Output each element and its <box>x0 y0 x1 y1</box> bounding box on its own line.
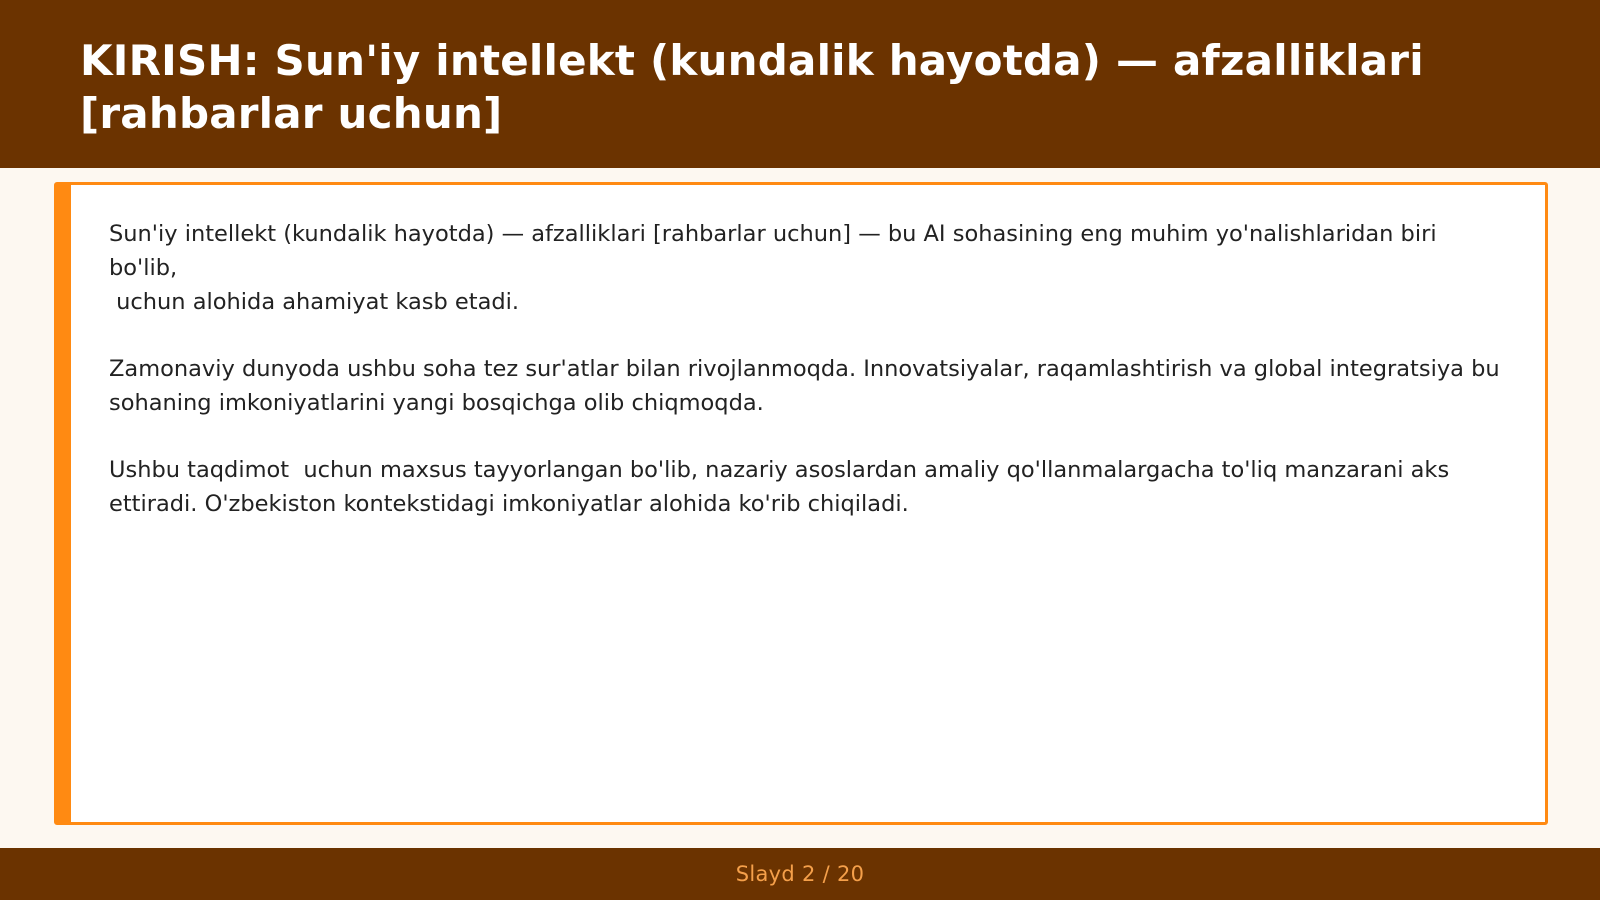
slide-title-line-1: KIRISH: Sun'iy intellekt (kundalik hayotda) — afzalliklari <box>80 36 1424 85</box>
intro-paragraph-3: Ushbu taqdimot uchun maxsus tayyorlangan bo'lib, nazariy asoslardan amaliy qo'llanmalargacha to'liq manzarani aks ettiradi. O'zbekiston kontekstidagi imkoniyatlar alohida ko'rib chiqiladi. <box>109 457 1450 517</box>
slide-header <box>0 0 1600 168</box>
slide-footer <box>0 848 1600 900</box>
intro-paragraph-1: Sun'iy intellekt (kundalik hayotda) — afzalliklari [rahbarlar uchun] — bu AI sohasining eng muhim yo'nalishlaridan biri bo'lib, uchun alohida ahamiyat kasb etadi. <box>109 221 1437 315</box>
intro-paragraph-2: Zamonaviy dunyoda ushbu soha tez sur'atlar bilan rivojlanmoqda. Innovatsiyalar, raqamlashtirish va global integratsiya bu sohaning imkoniyatlarini yangi bosqichga olib chiqmoqda. <box>109 356 1500 416</box>
slide-title-line-2: [rahbarlar uchun] <box>80 89 503 138</box>
slide-title <box>80 34 1520 140</box>
slide-counter: Slayd 2 / 20 <box>735 862 865 886</box>
content-box <box>54 182 1548 825</box>
